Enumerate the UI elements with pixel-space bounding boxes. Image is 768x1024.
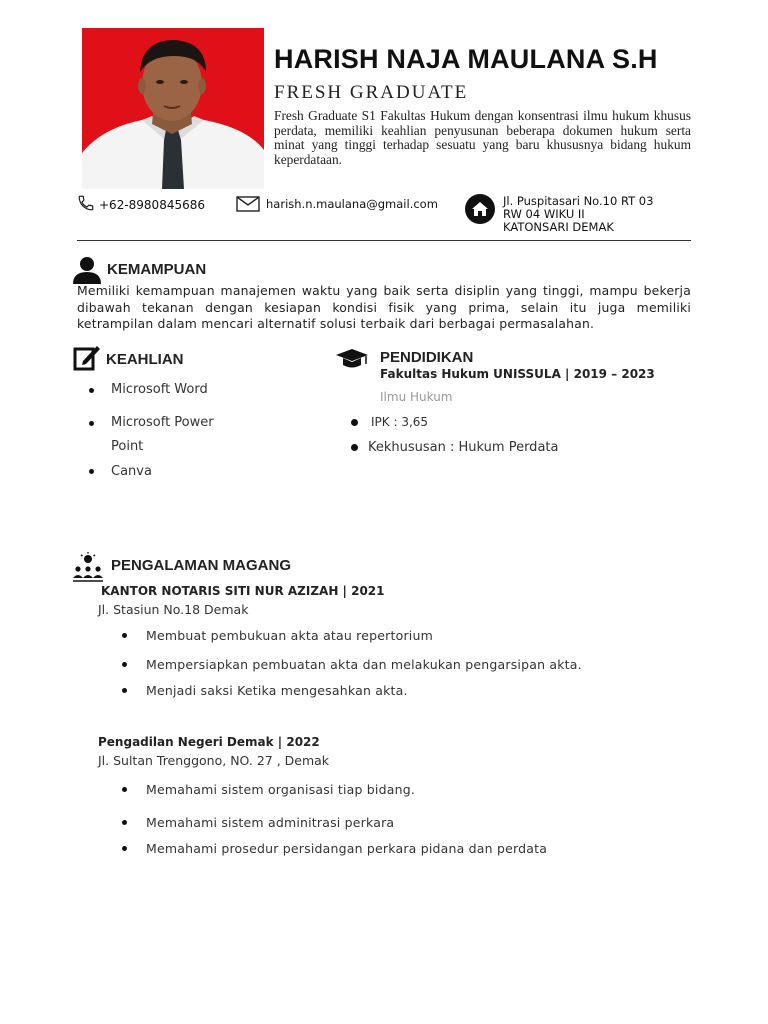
graduation-cap-icon (334, 348, 370, 370)
job-title: Pengadilan Negeri Demak | 2022 (98, 735, 320, 749)
skill-item: Canva (111, 464, 152, 479)
skill-bullet (89, 388, 94, 393)
experience-heading: PENGALAMAN MAGANG (111, 557, 291, 574)
person-icon (72, 256, 102, 284)
skill-item-continuation: Point (111, 439, 144, 454)
candidate-title: FRESH GRADUATE (274, 82, 469, 103)
mail-icon (236, 196, 260, 212)
ability-heading: KEMAMPUAN (107, 261, 207, 278)
job-task: Memahami prosedur persidangan perkara pidana dan perdata (146, 841, 548, 856)
profile-photo (82, 28, 264, 189)
skill-item: Microsoft Word (111, 382, 208, 397)
education-bullet (351, 444, 358, 451)
home-icon (465, 194, 495, 224)
person-photo-illustration (82, 28, 264, 189)
email-address: harish.n.maulana@gmail.com (266, 197, 438, 211)
phone-number: +62-8980845686 (99, 198, 206, 212)
profile-summary: Fresh Graduate S1 Fakultas Hukum dengan konsentrasi ilmu hukum khusus perdata, memiliki keahlian penyusunan beberapa dokumen hukum serta minat yang tinggi terhadap sesuatu yang baru khususnya bidang hukum keperdataan. (274, 108, 691, 167)
edit-icon (73, 343, 101, 371)
task-bullet (122, 662, 127, 667)
ability-text: Memiliki kemampuan manajemen waktu yang baik serta disiplin yang tinggi, mampu bekerja dibawah tekanan dengan kesiapan kondisi fisik yang prima, selain itu juga memiliki ketrampilan dalam mencari alternatif solusi terbaik dari berbagai permasalahan. (77, 283, 691, 331)
team-idea-icon (72, 552, 104, 582)
education-heading: PENDIDIKAN (380, 349, 474, 366)
home-address (503, 195, 653, 234)
task-bullet (122, 846, 127, 851)
address-line-2: RW 04 WIKU II (503, 207, 585, 221)
header-divider (77, 240, 691, 241)
education-detail: Kekhususan : Hukum Perdata (368, 440, 559, 455)
job-task: Membuat pembukuan akta atau repertorium (146, 628, 433, 643)
job-title: KANTOR NOTARIS SITI NUR AZIZAH | 2021 (101, 584, 385, 598)
job-location: Jl. Sultan Trenggono, NO. 27 , Demak (98, 753, 330, 768)
skill-item: Microsoft Power (111, 415, 214, 430)
candidate-name: HARISH NAJA MAULANA S.H (274, 44, 658, 74)
job-task: Mempersiapkan pembuatan akta dan melakukan pengarsipan akta. (146, 657, 582, 672)
task-bullet (122, 633, 127, 638)
task-bullet (122, 787, 127, 792)
phone-icon (77, 194, 95, 212)
job-task: Memahami sistem adminitrasi perkara (146, 815, 395, 830)
education-institution: Fakultas Hukum UNISSULA | 2019 – 2023 (380, 367, 655, 381)
skills-heading: KEAHLIAN (106, 351, 184, 368)
task-bullet (122, 820, 127, 825)
address-line-3: KATONSARI DEMAK (503, 220, 614, 234)
education-bullet (351, 419, 358, 426)
address-line-1: Jl. Puspitasari No.10 RT 03 (503, 194, 654, 208)
job-task: Memahami sistem organisasi tiap bidang. (146, 782, 416, 797)
task-bullet (122, 688, 127, 693)
job-location: Jl. Stasiun No.18 Demak (98, 602, 249, 617)
skill-bullet (89, 421, 94, 426)
job-task: Menjadi saksi Ketika mengesahkan akta. (146, 683, 408, 698)
education-detail: IPK : 3,65 (371, 415, 429, 429)
education-major: Ilmu Hukum (380, 390, 453, 404)
skill-bullet (89, 469, 94, 474)
